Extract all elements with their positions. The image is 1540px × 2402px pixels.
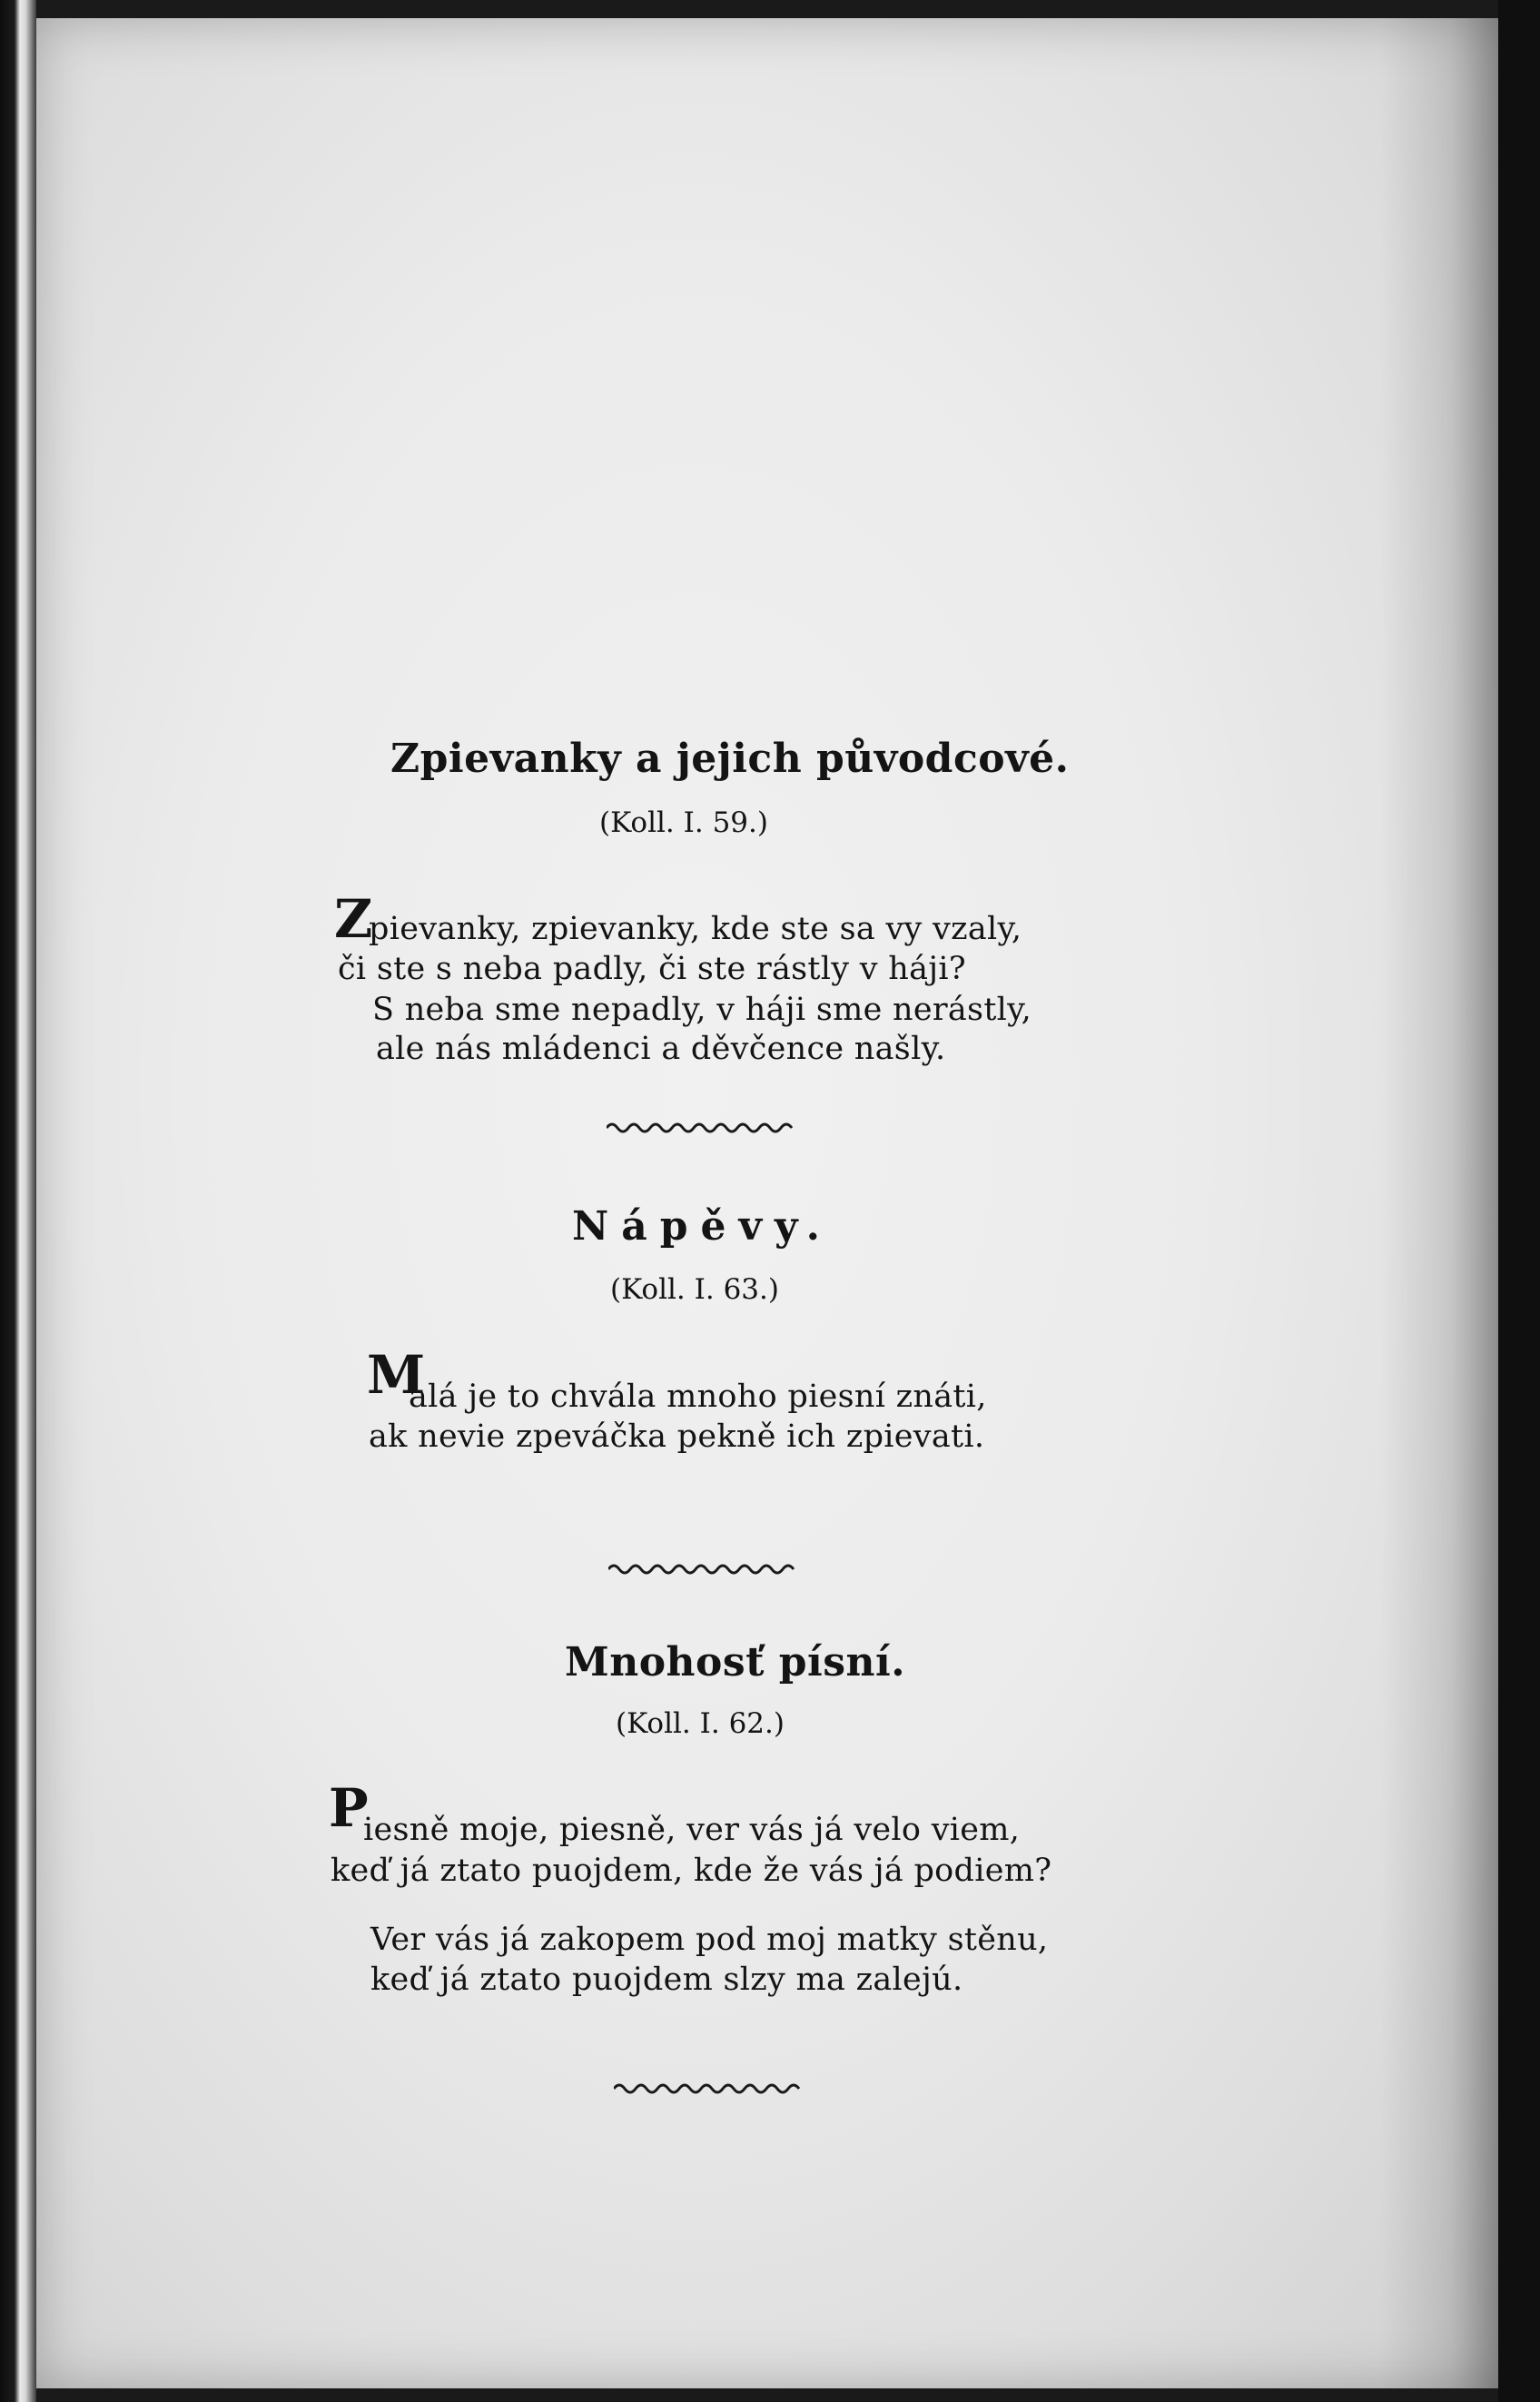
verse-line: S neba sme nepadly, v háji sme nerástly, <box>372 992 1032 1028</box>
section-title-napevy: Nápěvy. <box>572 1203 833 1250</box>
dropcap-letter: P <box>329 1777 369 1839</box>
verse-line: keď já ztato puojdem, kde že vás já podiem? <box>331 1853 1052 1889</box>
wavy-separator <box>614 2080 805 2098</box>
section-title-zpievanky: Zpievanky a jejich původcové. <box>390 736 1070 782</box>
wavy-separator <box>607 1119 797 1137</box>
verse-line: Ver vás já zakopem pod moj matky stěnu, <box>370 1922 1049 1958</box>
verse-line: ak nevie zpeváčka pekně ich zpievati. <box>369 1418 985 1455</box>
dropcap-letter: M <box>367 1344 426 1406</box>
verse-line: alá je to chvála mnoho piesní znáti, <box>409 1379 987 1415</box>
verse-line: iesně moje, piesně, ver vás já velo viem, <box>363 1812 1021 1848</box>
wavy-separator <box>608 1560 799 1578</box>
section-reference: (Koll. I. 59.) <box>599 806 768 839</box>
verse-line: či ste s neba padly, či ste rástly v háji? <box>338 951 966 987</box>
verse-line: ale nás mládenci a děvčence našly. <box>376 1031 946 1067</box>
verse-line: keď já ztato puojdem slzy ma zalejú. <box>370 1962 963 1998</box>
verse-line: pievanky, zpievanky, kde ste sa vy vzaly, <box>369 911 1022 947</box>
section-reference: (Koll. I. 62.) <box>616 1707 785 1740</box>
section-title-mnohost: Mnohosť písní. <box>565 1639 906 1685</box>
page-edge-shadow <box>1498 0 1540 2402</box>
book-binding <box>0 0 36 2402</box>
section-reference: (Koll. I. 63.) <box>610 1273 779 1306</box>
dropcap-letter: Z <box>334 888 373 950</box>
